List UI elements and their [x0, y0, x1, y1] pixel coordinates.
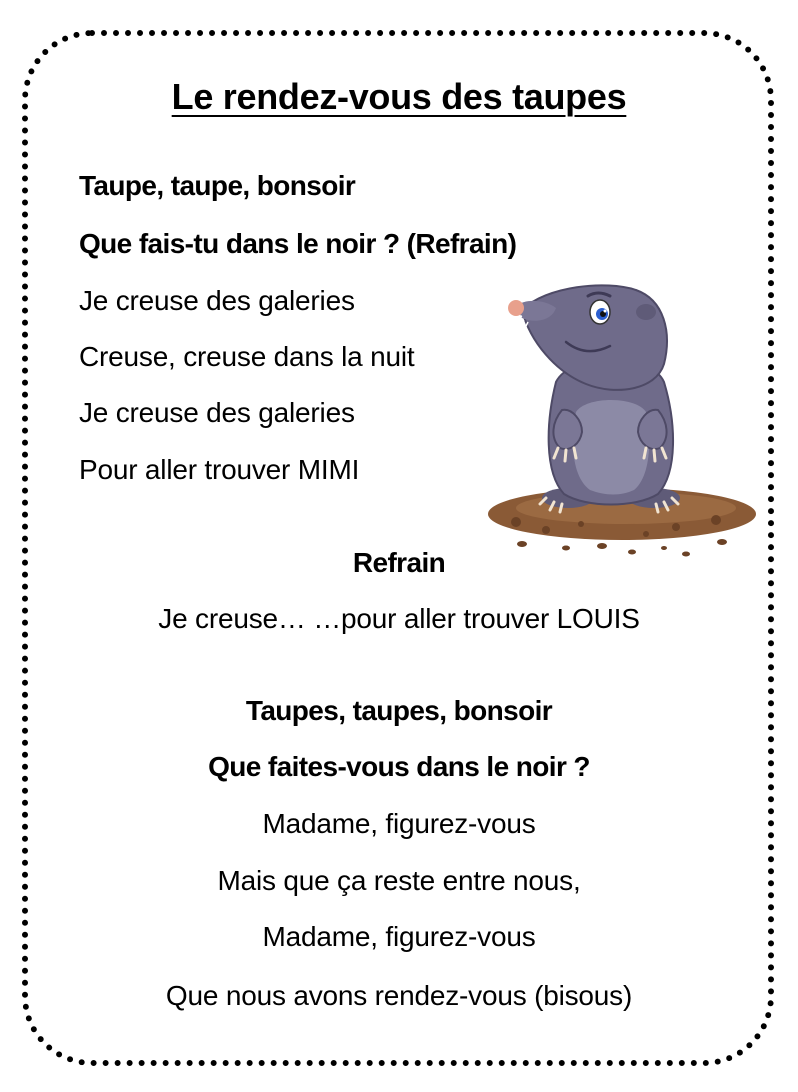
- refrain-line: Je creuse… …pour aller trouver LOUIS: [158, 603, 640, 634]
- poem-title: Le rendez-vous des taupes: [171, 76, 627, 117]
- refrain-heading: Refrain: [352, 547, 446, 578]
- verse2-line-3: Madame, figurez-vous: [262, 808, 536, 839]
- verse2-line-6: Que nous avons rendez-vous (bisous): [165, 980, 633, 1011]
- verse2-line-5: Madame, figurez-vous: [262, 921, 536, 952]
- verse1-line-2: Que fais-tu dans le noir ? (Refrain): [79, 228, 517, 259]
- verse1-line-4: Creuse, creuse dans la nuit: [79, 341, 415, 372]
- verse2-line-2: Que faites-vous dans le noir ?: [208, 751, 590, 782]
- verse1-line-3: Je creuse des galeries: [79, 285, 355, 316]
- verse2-line-1: Taupes, taupes, bonsoir: [245, 695, 553, 726]
- verse1-line-5: Je creuse des galeries: [79, 397, 355, 428]
- cartoon-mole-icon: [486, 272, 758, 562]
- verse2-line-4: Mais que ça reste entre nous,: [217, 865, 581, 896]
- verse1-line-1: Taupe, taupe, bonsoir: [79, 170, 356, 201]
- nose: [508, 300, 524, 316]
- verse1-line-6: Pour aller trouver MIMI: [79, 454, 360, 485]
